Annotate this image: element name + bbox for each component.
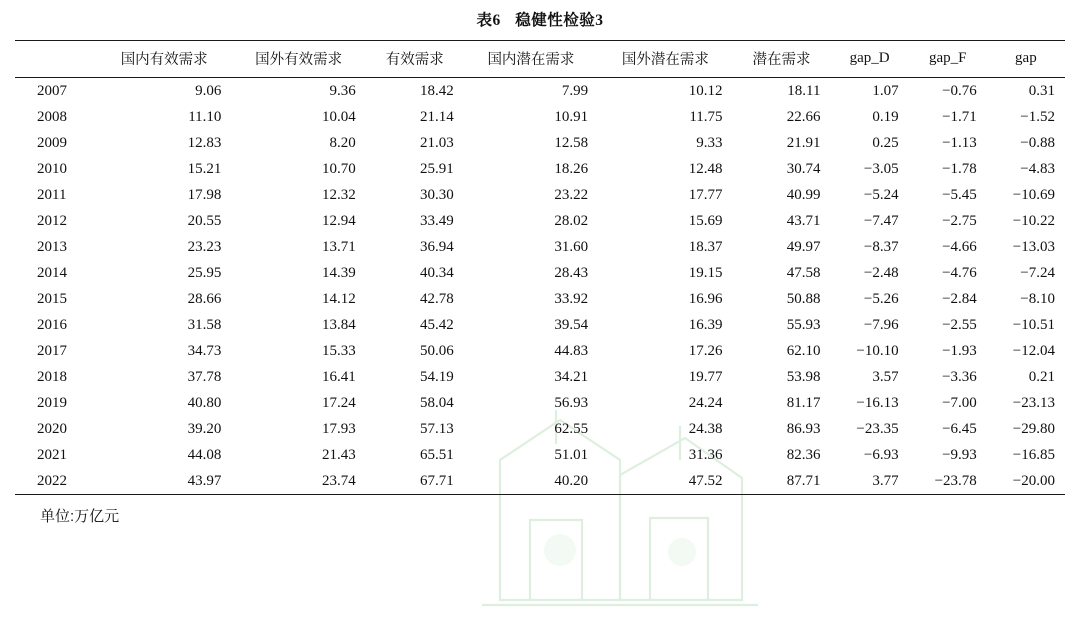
cell-value: 40.20 [554,472,589,489]
cell-value: 62.55 [554,420,589,437]
cell-value: 13.71 [322,238,356,255]
cell-value: 22.66 [786,108,821,125]
cell-value: 43.97 [187,472,222,489]
cell-year: 2017 [37,342,67,359]
table-row [15,468,1065,495]
cell-value: 58.04 [420,394,454,411]
cell-year: 2007 [37,82,67,99]
cell-value: 45.42 [420,316,454,333]
cell-year: 2008 [37,108,67,125]
column-header-gap: gap [1015,50,1037,66]
cell-value: 23.22 [554,186,589,203]
cell-value: −10.51 [1012,316,1055,333]
cell-value: −16.13 [856,394,899,411]
cell-value: −1.93 [942,342,977,359]
table-row [15,234,1065,260]
cell-value: −7.00 [942,394,977,411]
cell-value: 9.06 [195,82,222,99]
cell-year: 2011 [37,186,67,203]
cell-value: 56.93 [554,394,589,411]
cell-value: 62.10 [786,342,821,359]
cell-value: 9.36 [329,82,356,99]
cell-value: −2.55 [942,316,977,333]
cell-value: 31.58 [187,316,222,333]
table-title-label: 表 [476,12,493,29]
cell-value: 65.51 [420,446,454,463]
cell-value: 18.26 [554,160,589,177]
cell-value: −0.76 [942,82,977,99]
cell-value: 3.57 [872,368,899,385]
table-body [15,78,1065,495]
table-row [15,338,1065,364]
cell-year: 2018 [37,368,67,385]
column-header-potential-demand: 潜在需求 [752,52,811,68]
cell-year: 2019 [37,394,67,411]
cell-value: 50.88 [786,290,821,307]
cell-value: 18.11 [787,82,821,99]
cell-value: 3.77 [872,472,899,489]
cell-value: −2.75 [942,212,977,229]
column-header-domestic-potential-demand: 国内潜在需求 [487,52,575,68]
cell-value: 0.19 [872,108,899,125]
cell-value: −10.69 [1012,186,1055,203]
cell-value: −3.36 [942,368,977,385]
cell-value: 10.04 [322,108,356,125]
cell-value: −6.45 [942,420,977,437]
cell-value: −23.78 [934,472,977,489]
cell-value: −2.48 [863,264,899,281]
cell-value: 12.32 [322,186,356,203]
table-row [15,416,1065,442]
cell-value: 23.74 [322,472,356,489]
cell-value: 31.36 [688,446,723,463]
cell-value: 51.01 [554,446,589,463]
cell-value: 18.42 [420,82,454,99]
cell-value: −8.10 [1020,290,1055,307]
cell-value: 54.19 [420,368,454,385]
cell-value: −8.37 [863,238,899,255]
column-header-domestic-effective-demand: 国内有效需求 [120,52,208,68]
cell-value: 34.21 [554,368,589,385]
cell-value: 10.91 [554,108,589,125]
cell-value: −20.00 [1012,472,1055,489]
table-header-row [15,41,1065,78]
cell-value: 39.20 [187,420,222,437]
cell-value: −10.10 [856,342,899,359]
cell-value: −12.04 [1012,342,1055,359]
cell-value: 43.71 [786,212,821,229]
table-header [15,41,1065,78]
cell-value: −0.88 [1020,134,1055,151]
cell-value: 16.96 [688,290,723,307]
cell-value: −29.80 [1012,420,1055,437]
cell-value: 25.95 [187,264,222,281]
cell-value: 17.98 [187,186,222,203]
cell-value: 12.58 [554,134,589,151]
cell-value: 24.24 [688,394,723,411]
column-header-effective-demand: 有效需求 [385,52,444,68]
cell-value: 17.77 [688,186,723,203]
cell-value: 19.15 [688,264,723,281]
table-row [15,182,1065,208]
cell-value: 44.83 [554,342,589,359]
cell-value: 82.36 [786,446,821,463]
table-title-name: 稳健性检验 [515,12,596,29]
cell-value: −4.76 [942,264,977,281]
cell-value: −4.83 [1020,160,1055,177]
cell-value: 14.12 [322,290,356,307]
cell-value: 40.80 [187,394,222,411]
cell-value: 10.70 [322,160,356,177]
table-row [15,390,1065,416]
cell-value: 21.03 [420,134,454,151]
cell-value: 12.83 [187,134,222,151]
cell-value: 87.71 [786,472,821,489]
column-header-year [15,41,97,78]
cell-value: −23.35 [856,420,899,437]
cell-value: 20.55 [187,212,222,229]
cell-value: 36.94 [420,238,454,255]
cell-value: 39.54 [554,316,589,333]
cell-year: 2014 [37,264,67,281]
cell-value: 7.99 [561,82,589,99]
cell-value: −1.13 [942,134,977,151]
cell-value: 15.21 [187,160,222,177]
cell-year: 2015 [37,290,67,307]
cell-value: 14.39 [322,264,356,281]
cell-value: 30.30 [420,186,454,203]
cell-value: 55.93 [786,316,821,333]
cell-year: 2009 [37,134,67,151]
cell-value: 21.14 [420,108,454,125]
cell-value: 33.49 [420,212,454,229]
cell-value: 49.97 [786,238,821,255]
table-row [15,78,1065,105]
cell-value: 33.92 [554,290,589,307]
cell-value: 12.48 [688,160,723,177]
cell-value: −1.71 [942,108,977,125]
cell-value: 16.41 [322,368,356,385]
cell-value: 37.78 [187,368,222,385]
cell-value: −7.24 [1020,264,1055,281]
cell-value: −23.13 [1012,394,1055,411]
cell-value: 17.24 [322,394,356,411]
cell-value: 17.93 [322,420,356,437]
table-row [15,442,1065,468]
cell-value: 19.77 [688,368,723,385]
cell-value: −4.66 [942,238,977,255]
cell-value: 47.58 [786,264,821,281]
cell-value: −16.85 [1012,446,1055,463]
cell-value: 23.23 [187,238,222,255]
cell-value: 15.33 [322,342,356,359]
table-title-number: 6 [492,12,501,29]
cell-value: −13.03 [1012,238,1055,255]
cell-value: 28.66 [187,290,222,307]
robustness-test-table [15,40,1065,495]
cell-value: 30.74 [786,160,821,177]
cell-value: 81.17 [786,394,821,411]
cell-value: 24.38 [688,420,723,437]
cell-value: 28.02 [554,212,589,229]
cell-value: 17.26 [688,342,723,359]
cell-value: 16.39 [688,316,723,333]
cell-value: −5.45 [942,186,977,203]
cell-value: 67.71 [420,472,454,489]
cell-value: −3.05 [863,160,899,177]
cell-value: −9.93 [942,446,977,463]
cell-value: 15.69 [688,212,723,229]
cell-value: 50.06 [420,342,454,359]
cell-year: 2020 [37,420,67,437]
cell-value: 12.94 [322,212,356,229]
cell-value: −5.24 [863,186,899,203]
cell-value: 11.10 [188,108,222,125]
cell-value: 86.93 [786,420,821,437]
column-header-gap-f: gap_F [928,50,967,66]
cell-value: 0.31 [1028,82,1055,99]
column-header-gap-d: gap_D [849,50,890,66]
cell-value: 10.12 [688,82,723,99]
cell-value: −2.84 [942,290,977,307]
table-row [15,208,1065,234]
cell-value: 34.73 [187,342,222,359]
cell-value: −7.96 [863,316,899,333]
cell-value: 40.34 [420,264,454,281]
cell-year: 2012 [37,212,67,229]
cell-value: 31.60 [554,238,589,255]
cell-value: 28.43 [554,264,589,281]
cell-value: 21.91 [786,134,821,151]
table-unit-note: 单位:万亿元 [40,508,120,525]
cell-value: 57.13 [420,420,454,437]
column-header-foreign-effective-demand: 国外有效需求 [255,52,343,68]
cell-value: 11.75 [689,108,723,125]
cell-year: 2016 [37,316,67,333]
cell-year: 2021 [37,446,67,463]
cell-value: 47.52 [688,472,723,489]
cell-value: 0.21 [1028,368,1055,385]
cell-value: −10.22 [1012,212,1055,229]
table-row [15,260,1065,286]
cell-year: 2022 [37,472,67,489]
cell-value: −1.78 [942,160,977,177]
table-row [15,364,1065,390]
cell-value: 9.33 [696,134,723,151]
cell-value: −1.52 [1020,108,1055,125]
table-title [0,0,1080,40]
cell-value: −6.93 [863,446,899,463]
cell-value: 53.98 [786,368,821,385]
cell-value: 40.99 [786,186,821,203]
cell-value: −5.26 [863,290,899,307]
table-row [15,156,1065,182]
table-row [15,286,1065,312]
cell-value: 1.07 [872,82,899,99]
cell-value: 21.43 [322,446,356,463]
table-row [15,130,1065,156]
column-header-foreign-potential-demand: 国外潜在需求 [621,52,709,68]
cell-value: −7.47 [863,212,899,229]
cell-value: 25.91 [420,160,454,177]
cell-value: 13.84 [322,316,356,333]
cell-value: 8.20 [329,134,356,151]
cell-value: 42.78 [420,290,454,307]
cell-value: 0.25 [872,134,899,151]
table-row [15,104,1065,130]
table-title-name-number: 3 [595,12,604,29]
cell-value: 18.37 [688,238,723,255]
cell-year: 2013 [37,238,67,255]
table-row [15,312,1065,338]
cell-year: 2010 [37,160,67,177]
cell-value: 44.08 [187,446,222,463]
